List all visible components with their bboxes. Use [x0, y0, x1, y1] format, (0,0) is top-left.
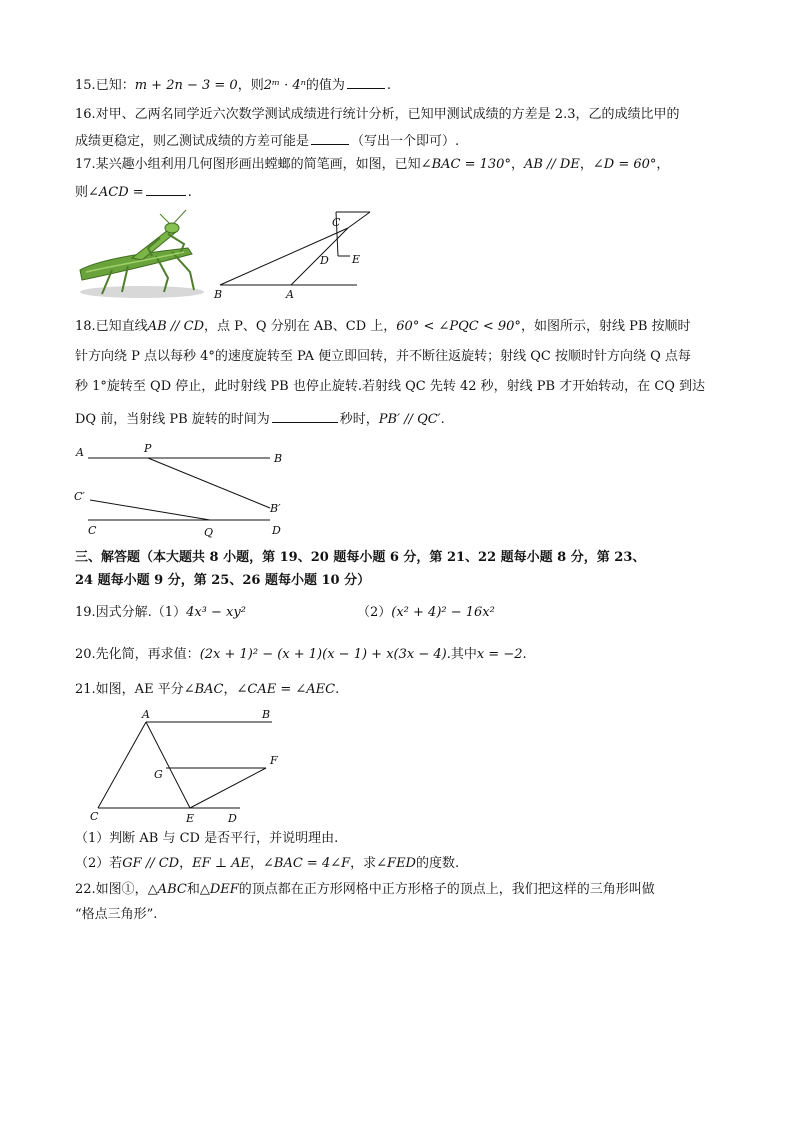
q21-figure [86, 708, 292, 828]
q20-text-c: . [522, 647, 527, 662]
question-17-line-2 [75, 181, 192, 202]
label-c: C [90, 810, 99, 823]
label-d: D [320, 254, 329, 267]
q20-expression: (2x + 1)² − (x + 1)(x − 1) + x(3x − 4) [199, 647, 447, 662]
q17-sep-1: ， [510, 157, 524, 172]
q21-sub2-sep-1: ， [179, 856, 193, 871]
q22-triangle-def: △DEF [199, 882, 239, 897]
q17-angle-acd: ∠ACD = [88, 185, 144, 200]
label-g: G [154, 768, 163, 781]
line-top-diag [348, 212, 370, 228]
q20-text-b: .其中 [446, 647, 477, 662]
q18-text-b: ，点 P、Q 分别在 AB、CD 上， [204, 319, 397, 334]
q21-angle-equality: ∠CAE = ∠AEC [236, 682, 336, 697]
q16-text-b: （写出一个即可）. [351, 134, 460, 149]
q21-sub2-parallel: GF // CD [122, 856, 180, 871]
question-18-line-3: 秒 1°旋转至 QD 停止，此时射线 PB 也停止旋转.若射线 QC 先转 42 秒，射线 PB 才开始转动，在 CQ 到达 [75, 379, 706, 394]
q18-text-c: ，如图所示，射线 PB 按顺时 [520, 319, 691, 334]
question-19 [75, 604, 246, 622]
question-18-line-2: 针方向绕 P 点以每秒 4°的速度旋转至 PA 便立即回转，并不断往返旋转；射线 QC 按顺时针方向绕 Q 点每 [75, 349, 691, 364]
label-c-prime: C′ [74, 490, 85, 503]
label-b: B [214, 288, 223, 301]
q20-value: x = −2 [476, 647, 523, 662]
label-b-prime: B′ [270, 502, 281, 515]
q17-figure [212, 208, 382, 304]
q21-sub2-angle-fed: ∠FED [376, 856, 416, 871]
q18-text-f: . [440, 412, 445, 427]
question-20 [75, 646, 527, 664]
label-f: F [270, 754, 278, 767]
line-ac [98, 722, 146, 808]
q18-text-e: 秒时， [339, 412, 379, 427]
q16-text-a: 成绩更稳定，则乙测试成绩的方差可能是 [75, 134, 310, 149]
q21-sub2-text-a: （2）若 [75, 856, 123, 871]
label-e: E [186, 812, 195, 825]
section-3-heading-line-1: 三、解答题（本大题共 8 小题，第 19、20 题每小题 6 分，第 21、22 题每小题 8 分，第 23、 [75, 550, 646, 565]
q17-angle-d: ∠D = 60° [592, 157, 657, 172]
q15-condition: m + 2n − 3 = 0 [134, 78, 238, 93]
q15-text-d: . [386, 78, 392, 93]
ray-pb-prime [148, 458, 270, 508]
q17-sep-2: ， [579, 157, 593, 172]
label-e: E [352, 253, 361, 266]
q21-sub2-text-b: ，求 [350, 856, 377, 871]
q15-number: 15. [75, 78, 96, 93]
mantis-image [72, 208, 212, 300]
q20-text-a: 20.先化简，再求值： [75, 647, 200, 662]
q21-sub2-sep-2: ， [250, 856, 264, 871]
q17-sep-3: ， [656, 157, 670, 172]
q21-angle-bac: ∠BAC [183, 682, 224, 697]
q18-figure [72, 440, 292, 540]
q21-sub2-angle-relation: ∠BAC = 4∠F [263, 856, 351, 871]
q15-expression: 2ᵐ · 4ⁿ [263, 78, 306, 93]
q22-text-a: 22.如图①， [75, 882, 148, 897]
ray-qc-prime [90, 500, 210, 520]
label-b: B [262, 708, 271, 721]
label-c: C [88, 524, 97, 537]
question-22-line-1 [75, 881, 655, 899]
question-21 [75, 681, 339, 699]
q17-answer-blank[interactable] [146, 181, 186, 196]
question-15 [75, 74, 391, 95]
label-c: C [332, 216, 341, 229]
q19-expression-2: (x² + 4)² − 16x² [391, 605, 495, 620]
q18-result-parallel: PB′ // QC′ [378, 412, 441, 427]
q22-triangle-abc: △ABC [147, 882, 187, 897]
q17-text-a: 17.某兴趣小组利用几何图形画出螳螂的简笔画，如图，已知 [75, 157, 421, 172]
question-16-line-2 [75, 130, 459, 151]
q19-text: 19.因式分解.（1） [75, 605, 187, 620]
q19-expression-1: 4x³ − xy² [186, 605, 246, 620]
q22-text-c: 的顶点都在正方形网格中正方形格子的顶点上，我们把这样的三角形叫做 [238, 882, 655, 897]
q21-sub2-perpendicular: EF ⊥ AE [192, 856, 250, 871]
q18-angle-range: 60° < ∠PQC < 90° [396, 319, 521, 334]
q15-answer-blank[interactable] [347, 74, 385, 89]
question-16-line-1: 16.对甲、乙两名同学近六次数学测试成绩进行统计分析，已知甲测试成绩的方差是 2.3，乙的成绩比甲的 [75, 107, 680, 122]
q15-text-c: 的值为 [305, 78, 345, 93]
q21-sub2-text-c: 的度数. [415, 856, 460, 871]
q15-text-a: 已知： [95, 78, 135, 93]
q16-answer-blank[interactable] [311, 130, 349, 145]
label-b: B [274, 452, 283, 465]
q18-text-a: 18.已知直线 [75, 319, 148, 334]
q17-text-b: 则 [75, 185, 89, 200]
label-a: A [142, 708, 150, 721]
line-ef [190, 768, 266, 808]
question-22-line-2: “格点三角形”. [75, 907, 158, 922]
q17-text-c: . [187, 185, 192, 200]
question-19-part-2 [357, 604, 495, 622]
q21-text-a: 21.如图，AE 平分 [75, 682, 184, 697]
question-18-line-1 [75, 318, 691, 336]
q19-part2-label: （2） [357, 605, 392, 620]
q17-angle-bac: ∠BAC = 130° [420, 157, 511, 172]
q18-parallel: AB // CD [147, 319, 205, 334]
label-a: A [286, 288, 294, 301]
q18-text-d: DQ 前，当射线 PB 旋转的时间为 [75, 412, 270, 427]
label-d: D [272, 524, 281, 537]
label-q: Q [204, 526, 214, 539]
q18-answer-blank[interactable] [272, 408, 338, 423]
q21-text-b: ， [223, 682, 237, 697]
question-21-sub-1: （1）判断 AB 与 CD 是否平行，并说明理由. [75, 831, 339, 846]
line-ae [146, 722, 190, 808]
question-17-line-1 [75, 156, 669, 174]
q15-text-b: ，则 [237, 78, 264, 93]
label-d: D [228, 812, 237, 825]
q22-text-b: 和 [186, 882, 200, 897]
label-p: P [144, 442, 152, 455]
q17-parallel: AB // DE [523, 157, 580, 172]
q21-text-c: . [335, 682, 340, 697]
label-a: A [76, 446, 84, 459]
question-21-sub-2 [75, 855, 459, 873]
section-3-heading-line-2: 24 题每小题 9 分，第 25、26 题每小题 10 分） [75, 573, 371, 588]
question-18-line-4 [75, 408, 445, 429]
